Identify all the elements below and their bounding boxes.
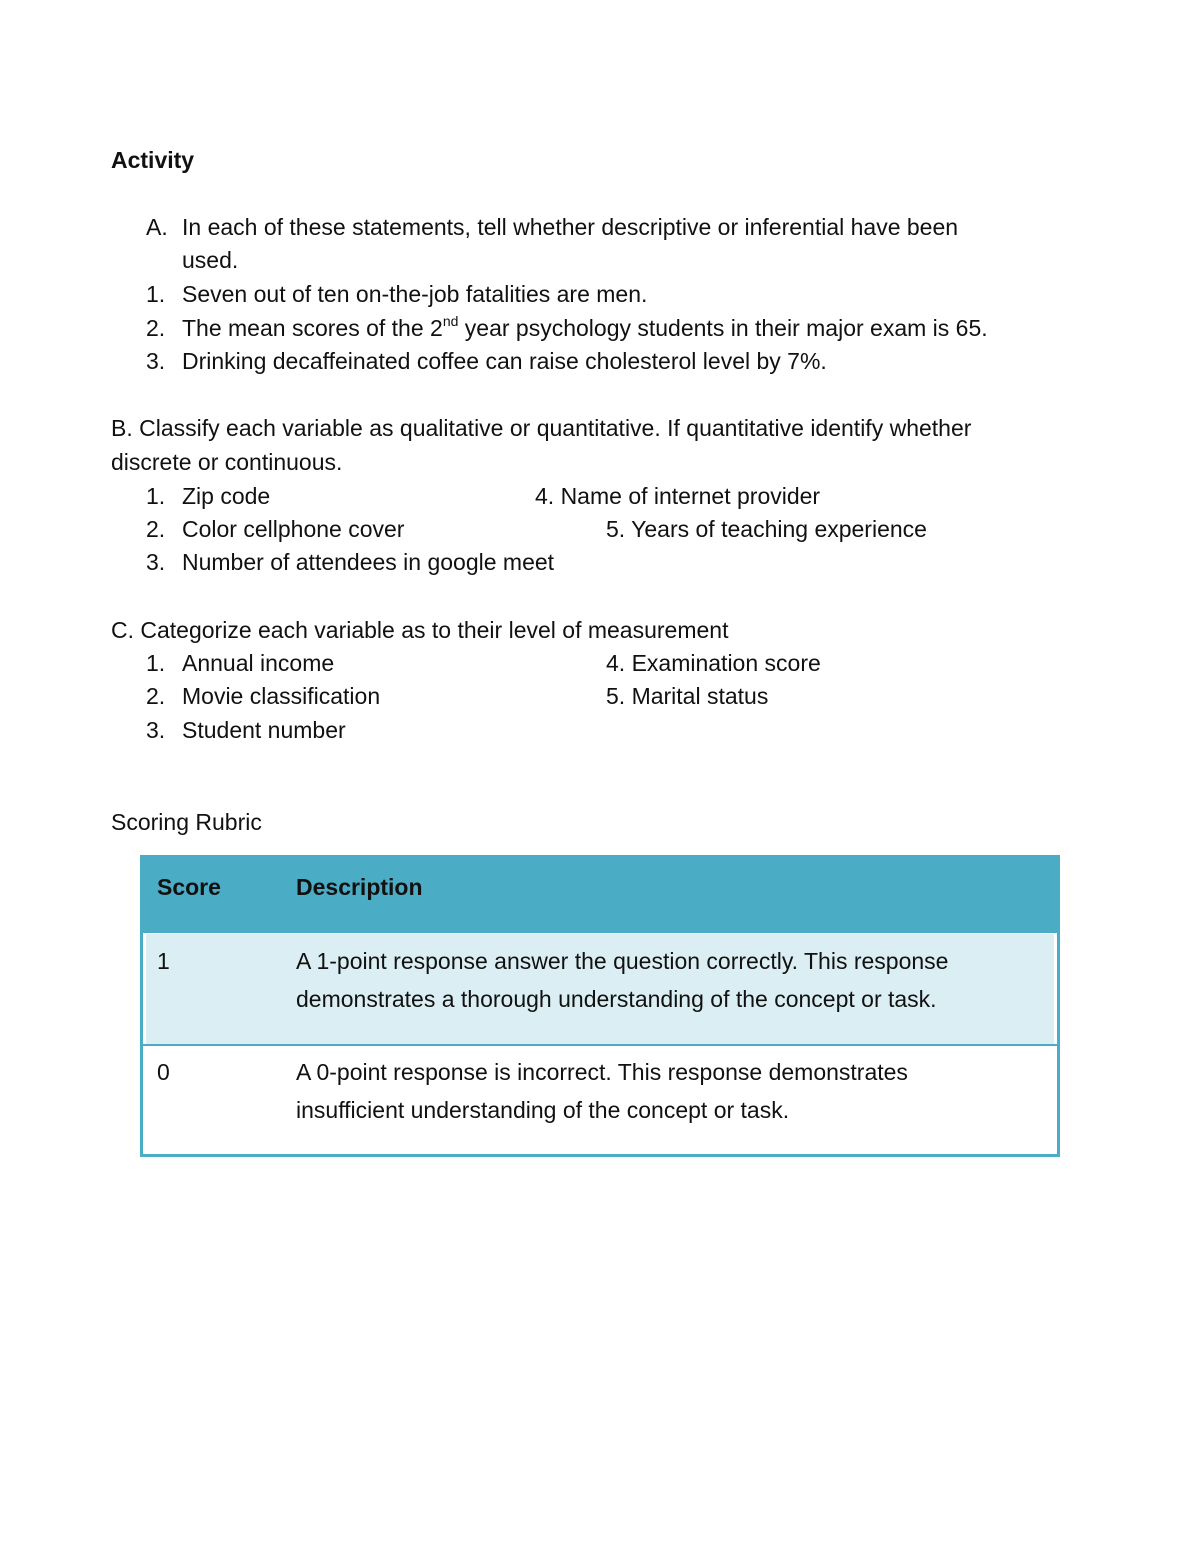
section-c-item-3: Student number — [182, 717, 346, 743]
section-a-instruction-line2: used. — [182, 247, 239, 273]
section-c-item-number: 1. — [146, 650, 166, 676]
section-a-letter: A. — [146, 214, 168, 240]
item-2-text-pre: The mean scores of the 2 — [182, 315, 443, 341]
section-b-item-1: Zip code — [182, 483, 271, 509]
section-c-item-number: 3. — [146, 717, 166, 743]
table-row — [146, 934, 1054, 1044]
section-c-instruction: C. Categorize each variable as to their level of measurement — [111, 617, 729, 643]
section-b-item-number: 2. — [146, 516, 166, 542]
section-a-item-2 — [182, 314, 988, 342]
section-a-instruction-line1: In each of these statements, tell whether descriptive or inferential have been — [182, 214, 959, 240]
section-a-item-3: Drinking decaffeinated coffee can raise cholesterol level by 7%. — [182, 348, 827, 374]
section-b-item-4: 4. Name of internet provider — [535, 483, 821, 509]
row-description-line2: demonstrates a thorough understanding of the concept or task. — [296, 986, 937, 1012]
activity-title: Activity — [111, 147, 195, 173]
section-b-item-2: Color cellphone cover — [182, 516, 405, 542]
section-b-item-5: 5. Years of teaching experience — [606, 516, 927, 542]
row-score: 0 — [157, 1059, 170, 1085]
section-b-instruction-line1: B. Classify each variable as qualitative or quantitative. If quantitative identify whether — [111, 415, 972, 441]
row-divider — [143, 931, 1057, 933]
section-a-item-number: 1. — [146, 281, 166, 307]
ordinal-superscript: nd — [442, 313, 459, 329]
section-b-item-3: Number of attendees in google meet — [182, 549, 555, 575]
section-c-item-number: 2. — [146, 683, 166, 709]
header-score: Score — [157, 874, 221, 900]
rubric-table — [140, 855, 1060, 1157]
row-description-line1: A 0-point response is incorrect. This response demonstrates — [296, 1059, 908, 1085]
section-b-item-number: 1. — [146, 483, 166, 509]
section-c-item-4: 4. Examination score — [606, 650, 821, 676]
section-a-item-number: 2. — [146, 315, 166, 341]
section-a-item-number: 3. — [146, 348, 166, 374]
rubric-header-row — [143, 858, 1057, 931]
table-row — [146, 1046, 1054, 1154]
row-description-line2: insufficient understanding of the concept or task. — [296, 1097, 790, 1123]
rubric-heading: Scoring Rubric — [111, 809, 262, 835]
header-description: Description — [296, 874, 423, 900]
row-description-line1: A 1-point response answer the question correctly. This response — [296, 948, 949, 974]
section-b-item-number: 3. — [146, 549, 166, 575]
item-2-text-post: year psychology students in their major exam is 65. — [458, 315, 988, 341]
section-c-item-2: Movie classification — [182, 683, 381, 709]
section-b-instruction-line2: discrete or continuous. — [111, 449, 343, 475]
section-c-item-1: Annual income — [182, 650, 335, 676]
section-a-item-1: Seven out of ten on-the-job fatalities are men. — [182, 281, 648, 307]
row-score: 1 — [157, 948, 170, 974]
section-c-item-5: 5. Marital status — [606, 683, 769, 709]
